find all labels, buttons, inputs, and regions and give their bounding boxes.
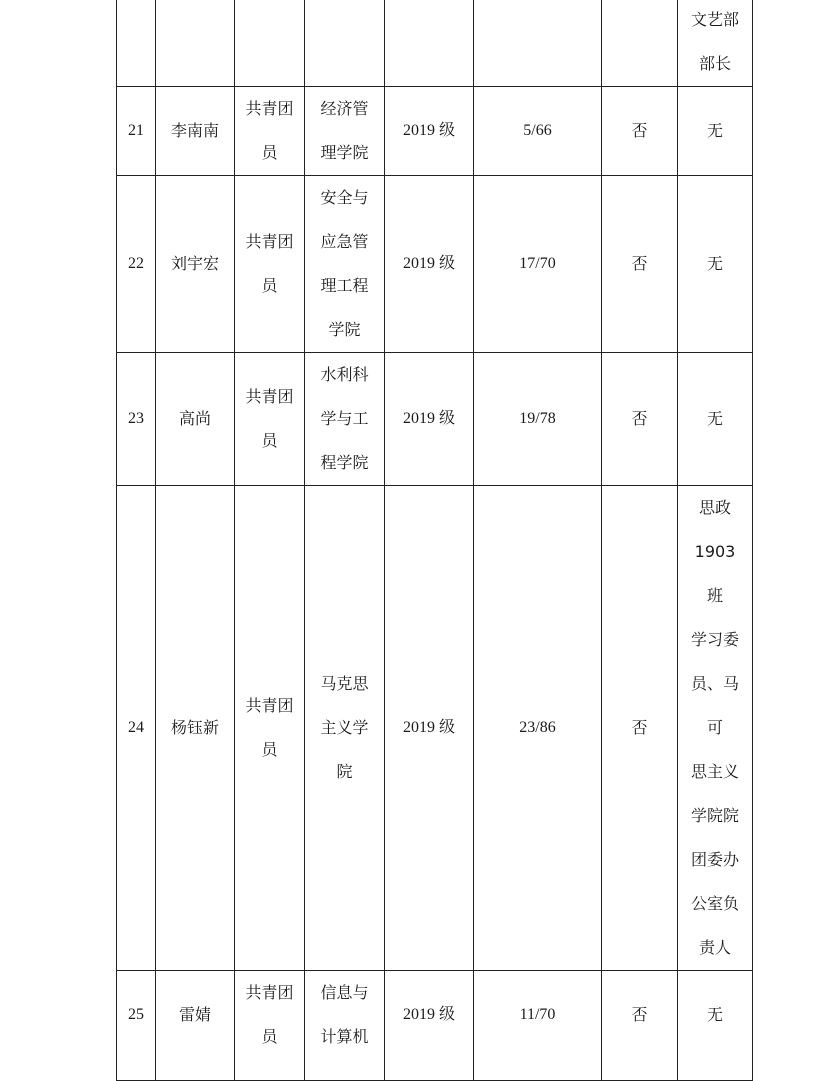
- grade: [385, 0, 474, 87]
- student-name: 雷婧: [156, 971, 235, 1081]
- position: 无: [678, 353, 753, 486]
- flag: 否: [602, 486, 678, 971]
- college: 安全与 应急管 理工程 学院: [305, 176, 385, 353]
- political-status: 共青团 员: [235, 353, 305, 486]
- flag: [602, 0, 678, 87]
- table-row: [117, 0, 753, 87]
- flag: 否: [602, 87, 678, 176]
- rank: 11/70: [474, 971, 602, 1081]
- row-index: 21: [117, 87, 156, 176]
- flag: 否: [602, 971, 678, 1081]
- student-name: [156, 0, 235, 87]
- table-row: [117, 971, 753, 1081]
- rank: 19/78: [474, 353, 602, 486]
- college: 经济管 理学院: [305, 87, 385, 176]
- table-row: [117, 486, 753, 971]
- flag: 否: [602, 353, 678, 486]
- row-index: 24: [117, 486, 156, 971]
- college: [305, 0, 385, 87]
- student-name: 李南南: [156, 87, 235, 176]
- student-table: [116, 0, 753, 1081]
- student-name: 刘宇宏: [156, 176, 235, 353]
- row-index: 22: [117, 176, 156, 353]
- political-status: 共青团 员: [235, 486, 305, 971]
- rank: 23/86: [474, 486, 602, 971]
- flag: 否: [602, 176, 678, 353]
- table-row: [117, 176, 753, 353]
- grade: 2019 级: [385, 353, 474, 486]
- rank: [474, 0, 602, 87]
- table-row: [117, 87, 753, 176]
- political-status: 共青团 员: [235, 971, 305, 1081]
- grade: 2019 级: [385, 176, 474, 353]
- grade: 2019 级: [385, 87, 474, 176]
- college: 水利科 学与工 程学院: [305, 353, 385, 486]
- position: 无: [678, 176, 753, 353]
- rank: 17/70: [474, 176, 602, 353]
- student-name: 高尚: [156, 353, 235, 486]
- position: 思政 1903 班 学习委 员、马可 思主义 学院院 团委办 公室负 责人: [678, 486, 753, 971]
- political-status: 共青团 员: [235, 176, 305, 353]
- row-index: 25: [117, 971, 156, 1081]
- position: 文艺部 部长: [678, 0, 753, 87]
- grade: 2019 级: [385, 971, 474, 1081]
- position: 无: [678, 971, 753, 1081]
- college: 信息与 计算机: [305, 971, 385, 1081]
- rank: 5/66: [474, 87, 602, 176]
- student-name: 杨钰新: [156, 486, 235, 971]
- college: 马克思 主义学 院: [305, 486, 385, 971]
- table-row: [117, 353, 753, 486]
- political-status: [235, 0, 305, 87]
- position: 无: [678, 87, 753, 176]
- row-index: 23: [117, 353, 156, 486]
- political-status: 共青团 员: [235, 87, 305, 176]
- row-index: [117, 0, 156, 87]
- grade: 2019 级: [385, 486, 474, 971]
